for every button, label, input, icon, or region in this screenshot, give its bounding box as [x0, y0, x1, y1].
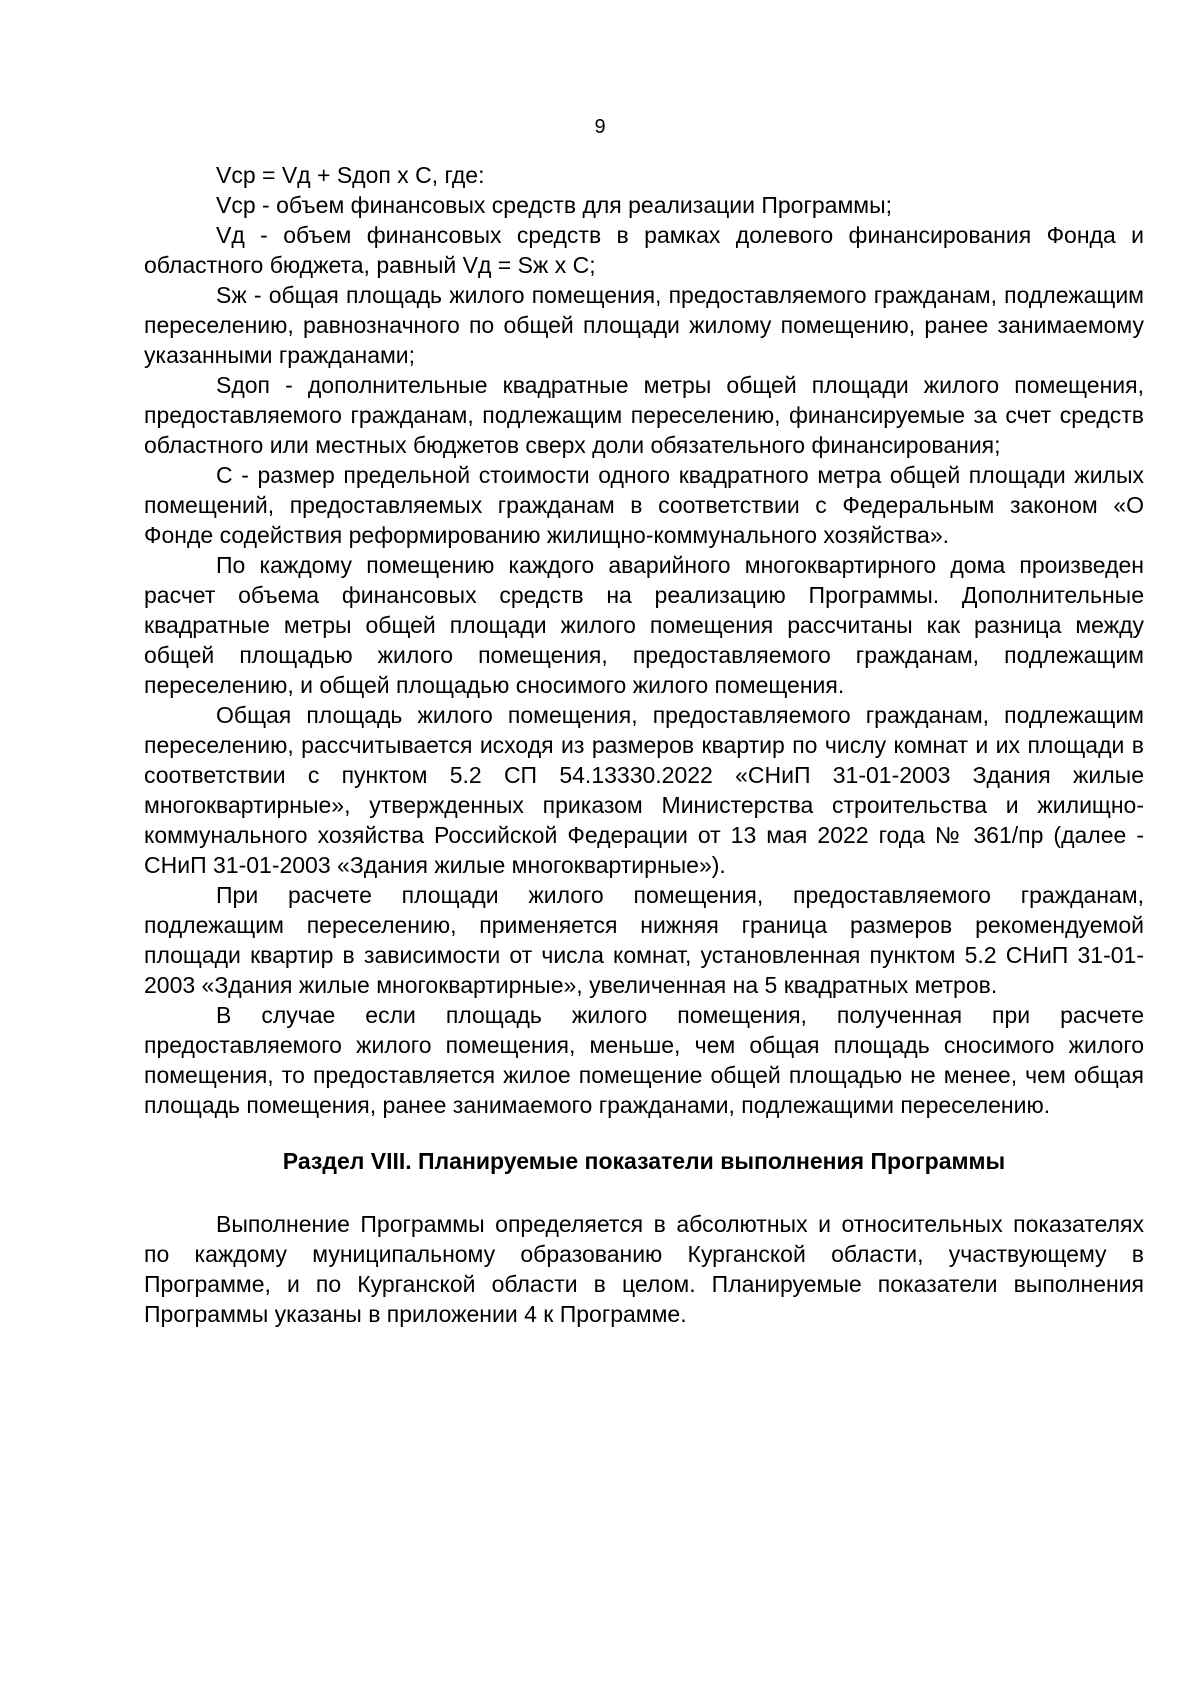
section-heading: Раздел VIII. Планируемые показатели выполнения Программы [282, 1148, 1006, 1174]
formula-paragraph: Vср = Vд + Sдоп х С, где: [216, 162, 485, 188]
paragraph-indicators: Выполнение Программы определяется в абсолютных и относительных показателях по каждому муниципальному образованию Курганской области, участвующему в Программе, и по Курганской области в целом. Планируемые показатели выполнения Программы указаны в приложении 4 к Программе. [144, 1211, 1144, 1327]
paragraph-total-area: Общая площадь жилого помещения, предоставляемого гражданам, подлежащим переселению, рассчитывается исходя из размеров квартир по числу комнат и их площади в соответствии с пунктом 5.2 СП 54.13330.2022 «СНиП 31-01-2003 Здания жилые многоквартирные», утвержденных приказом Министерства строительства и жилищно-коммунального хозяйства Российской Федерации от 13 мая 2022 года № 361/пр (далее - СНиП 31-01-2003 «Здания жилые многоквартирные»). [144, 702, 1144, 878]
paragraph-calculation: По каждому помещению каждого аварийного многоквартирного дома произведен расчет объема финансовых средств на реализацию Программы. Дополнительные квадратные метры общей площади жилого помещения рассчитаны как разница между общей площадью жилого помещения, предоставляемого гражданам, подлежащим переселению, и общей площадью сносимого жилого помещения. [144, 552, 1144, 698]
definition-vd: Vд - объем финансовых средств в рамках долевого финансирования Фонда и областного бюджета, равный Vд = Sж х С; [144, 222, 1144, 278]
definition-szh: Sж - общая площадь жилого помещения, предоставляемого гражданам, подлежащим переселению, равнозначного по общей площади жилому помещению, ранее занимаемому указанными гражданами; [144, 282, 1144, 368]
definition-vsr: Vср - объем финансовых средств для реализации Программы; [216, 192, 892, 218]
document-body [144, 160, 1144, 1329]
definition-sdop: Sдоп - дополнительные квадратные метры общей площади жилого помещения, предоставляемого гражданам, подлежащим переселению, финансируемые за счет средств областного или местных бюджетов сверх доли обязательного финансирования; [144, 372, 1144, 458]
definition-c: С - размер предельной стоимости одного квадратного метра общей площади жилых помещений, предоставляемых гражданам в соответствии с Федеральным законом «О Фонде содействия реформированию жилищно-коммунального хозяйства». [144, 462, 1144, 548]
paragraph-smaller-area: В случае если площадь жилого помещения, полученная при расчете предоставляемого жилого помещения, меньше, чем общая площадь сносимого жилого помещения, то предоставляется жилое помещение общей площадью не менее, чем общая площадь помещения, ранее занимаемого гражданами, подлежащими переселению. [144, 1002, 1144, 1118]
page-number: 9 [594, 116, 606, 138]
paragraph-lower-bound: При расчете площади жилого помещения, предоставляемого гражданам, подлежащим переселению, применяется нижняя граница размеров рекомендуемой площади квартир в зависимости от числа комнат, установленная пунктом 5.2 СНиП 31-01-2003 «Здания жилые многоквартирные», увеличенная на 5 квадратных метров. [144, 882, 1144, 998]
